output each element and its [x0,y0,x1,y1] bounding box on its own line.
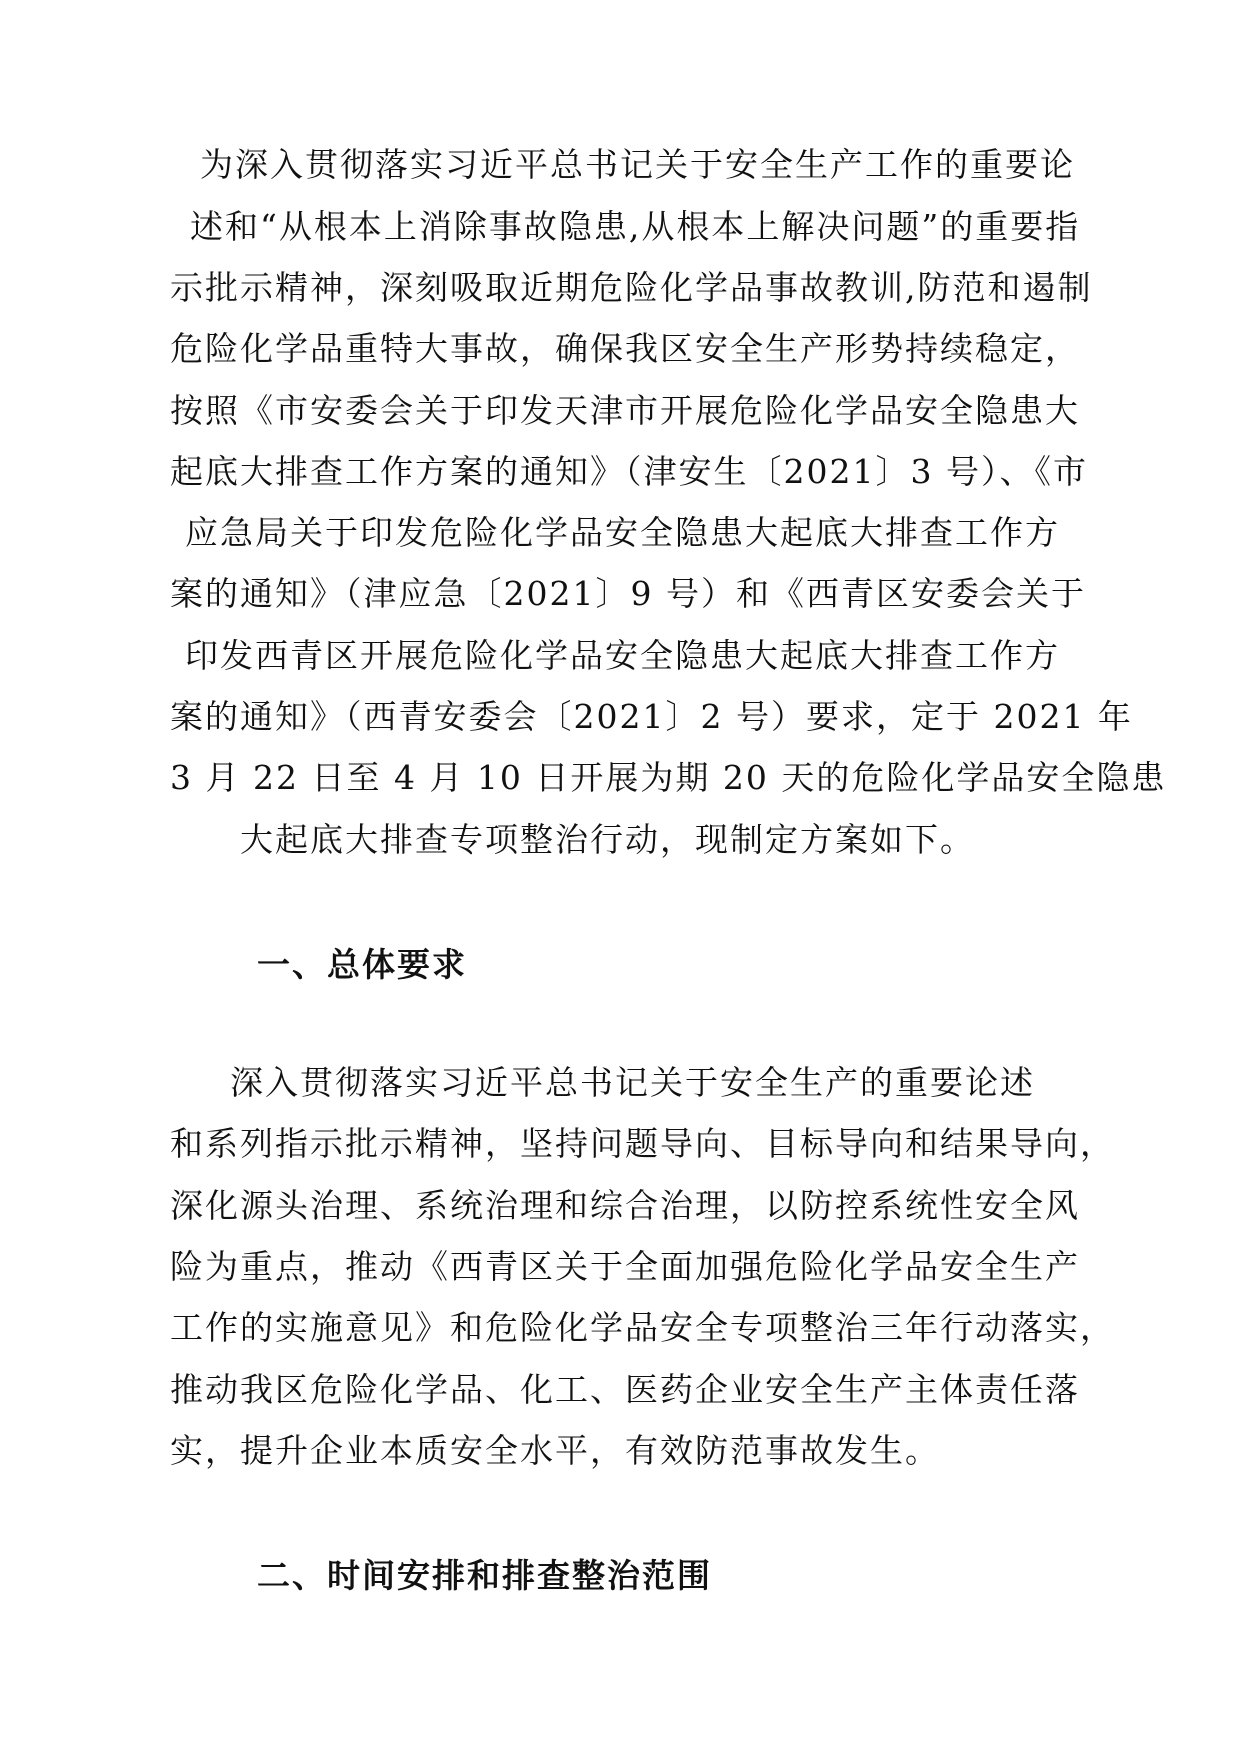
intro-line-5: 按照《市安委会关于印发天津市开展危险化学品安全隐患大 [170,391,1080,430]
section-1-heading: 一、总体要求 [257,945,467,984]
section-1-line-5: 工作的实施意见》和危险化学品安全专项整治三年行动落实， [170,1308,1115,1347]
section-1-line-3: 深化源头治理、系统治理和综合治理，以防控系统性安全风 [170,1186,1080,1225]
intro-line-11: 3 月 22 日至 4 月 10 日开展为期 20 天的危险化学品安全隐患 [170,758,1167,797]
intro-line-7: 应急局关于印发危险化学品安全隐患大起底大排查工作方 [185,513,1060,552]
intro-line-4: 危险化学品重特大事故，确保我区安全生产形势持续稳定， [170,329,1080,368]
intro-line-8: 案的通知》（津应急〔2021〕9 号）和《西青区安委会关于 [170,574,1086,613]
section-1-line-6: 推动我区危险化学品、化工、医药企业安全生产主体责任落 [170,1370,1080,1409]
section-1-line-7: 实，提升企业本质安全水平，有效防范事故发生。 [170,1431,940,1470]
intro-line-10: 案的通知》（西青安委会〔2021〕2 号）要求，定于 2021 年 [170,697,1133,736]
section-1-line-1: 深入贯彻落实习近平总书记关于安全生产的重要论述 [230,1063,1035,1102]
intro-line-9: 印发西青区开展危险化学品安全隐患大起底大排查工作方 [185,636,1060,675]
section-1-line-2: 和系列指示批示精神，坚持问题导向、目标导向和结果导向， [170,1124,1115,1163]
intro-line-3: 示批示精神，深刻吸取近期危险化学品事故教训,防范和遏制 [170,268,1093,307]
intro-line-2: 述和“从根本上消除事故隐患,从根本上解决问题”的重要指 [190,207,1081,246]
section-2-heading: 二、时间安排和排查整治范围 [257,1556,712,1595]
intro-line-1: 为深入贯彻落实习近平总书记关于安全生产工作的重要论 [200,145,1075,184]
intro-line-6: 起底大排查工作方案的通知》（津安生〔2021〕3 号）、《市 [170,452,1088,491]
section-1-line-4: 险为重点，推动《西青区关于全面加强危险化学品安全生产 [170,1247,1080,1286]
intro-line-12: 大起底大排查专项整治行动，现制定方案如下。 [240,820,975,859]
